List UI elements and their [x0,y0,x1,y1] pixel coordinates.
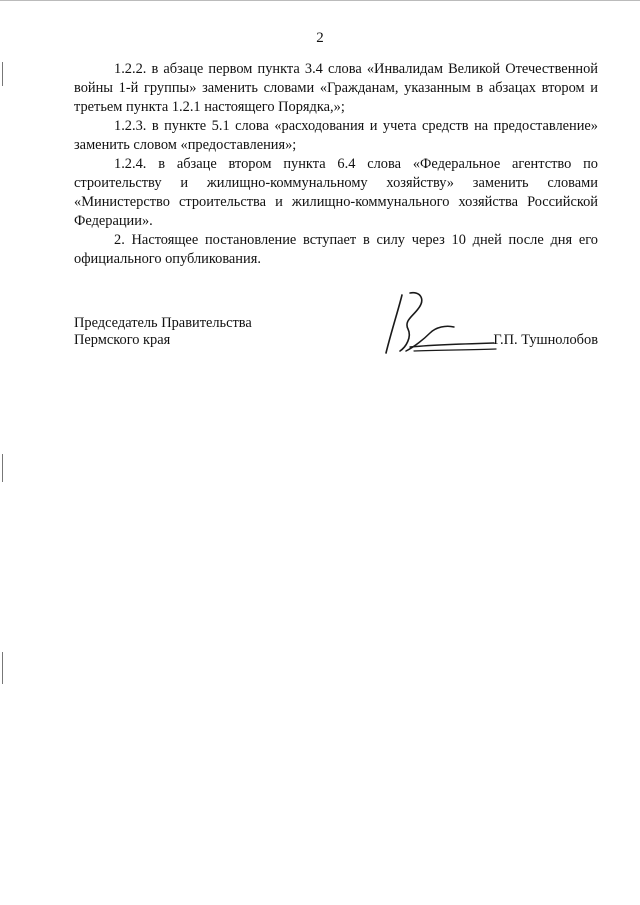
paragraph-1-2-2: 1.2.2. в абзаце первом пункта 3.4 слова «Инвалидам Великой Отечественной войны 1-й группы» заменить словами «Гражданам, указанным в абзацах втором и третьем пункта 1.2.1 настоящего Порядка,»; [74,61,598,115]
signature-block [74,315,598,365]
position-line-1: Председатель Правительства [74,315,252,331]
signatory-name: Г.П. Тушнолобов [493,332,598,348]
scan-margin-mark [2,62,3,86]
paragraph-2-effective-date: 2. Настоящее постановление вступает в силу через 10 дней после дня его официального опубликования. [74,232,598,267]
scan-margin-mark [2,652,3,684]
document-body [74,60,598,269]
scan-margin-mark [2,454,3,482]
handwritten-signature [380,289,500,361]
scan-top-edge [0,0,640,1]
paragraph-1-2-3: 1.2.3. в пункте 5.1 слова «расходования и учета средств на предоставление» заменить словом «предоставления»; [74,118,598,153]
page-number: 2 [316,30,324,46]
paragraph-1-2-4: 1.2.4. в абзаце втором пункта 6.4 слова «Федеральное агентство по строительству и жилищно-коммунальному хозяйству» заменить словами «Министерство строительства и жилищно-коммунального хозяйства Российской Федерации». [74,156,598,229]
position-line-2: Пермского края [74,332,171,348]
signatory-position [74,315,252,349]
